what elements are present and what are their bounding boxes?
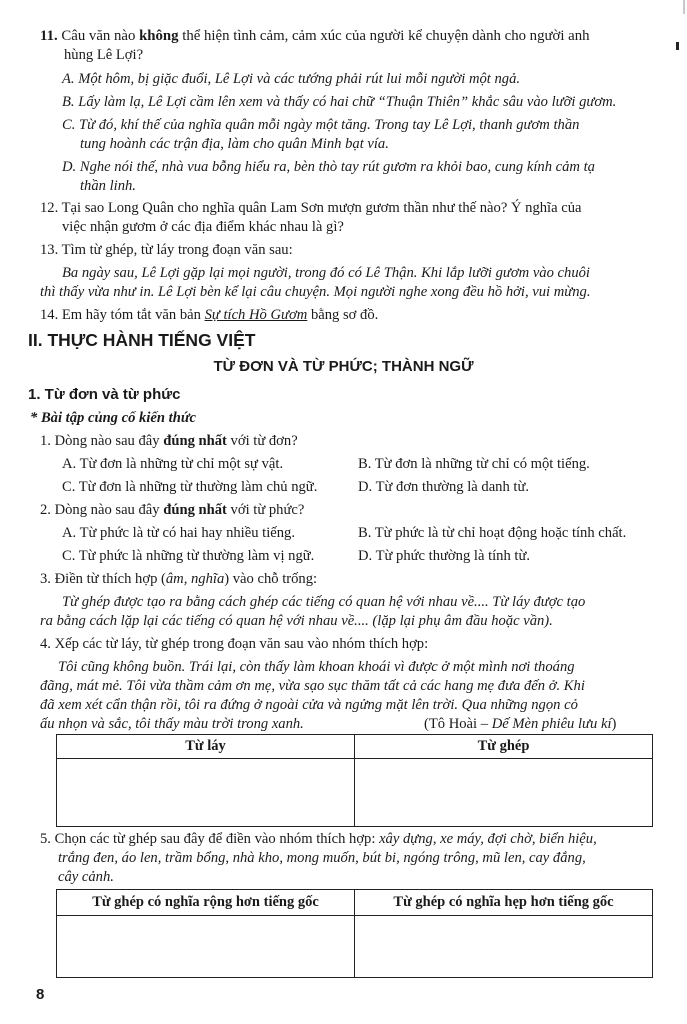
q11-option-c-cont: tung hoành các trận địa, làm cho quân Minh bạt vía. <box>80 136 389 152</box>
e2-option-a: A. Từ phức là từ có hai hay nhiều tiếng. <box>62 525 295 541</box>
e1-question: 1. Dòng nào sau đây đúng nhất với từ đơn? <box>40 433 298 449</box>
e4-source: (Tô Hoài – Dế Mèn phiêu lưu kí) <box>424 716 617 732</box>
q11-question-cont: hùng Lê Lợi? <box>64 47 144 63</box>
q13-passage-cont: thì thấy vừa như in. Lê Lợi bèn kể lại câu chuyện. Mọi người nghe xong đều hồ hởi, vui mừng. <box>40 284 591 300</box>
e1-option-c: C. Từ đơn là những từ thường làm chủ ngữ. <box>62 479 318 495</box>
q11-option-b: B. Lấy làm lạ, Lê Lợi cầm lên xem và thấy có hai chữ “Thuận Thiên” khắc sâu vào lưỡi gươm. <box>62 94 617 110</box>
e1-option-b: B. Từ đơn là những từ chỉ có một tiếng. <box>358 456 590 472</box>
e5-table <box>56 889 653 978</box>
heading-tu-don-tu-phuc: 1. Từ đơn và từ phức <box>28 386 181 403</box>
q13-passage: Ba ngày sau, Lê Lợi gặp lại mọi người, trong đó có Lê Thận. Khi lắp lưỡi gươm vào chuôi <box>62 265 590 281</box>
e4-passage-2: đãng, mát mẻ. Tôi vừa thầm cảm ơn mẹ, vừa sạo sục thăm tất cả các hang mẹ đưa đến ở. Khi <box>40 678 585 694</box>
e4-table-header-tu-lay: Từ láy <box>57 735 355 759</box>
e2-question: 2. Dòng nào sau đây đúng nhất với từ phức? <box>40 502 305 518</box>
e4-table-header-tu-ghep: Từ ghép <box>355 735 653 759</box>
q11-option-d: D. Nghe nói thế, nhà vua bỗng hiểu ra, bèn thò tay rút gươm ra khỏi bao, cung kính cảm tạ <box>62 159 595 175</box>
e3-question: 3. Điền từ thích hợp (âm, nghĩa) vào chỗ trống: <box>40 571 318 587</box>
q11-question: 11. Câu văn nào không thể hiện tình cảm, cảm xúc của người kể chuyện dành cho người anh <box>40 28 590 44</box>
page-number: 8 <box>36 986 45 1003</box>
q11-option-c: C. Từ đó, khí thế của nghĩa quân mỗi ngày một tăng. Trong tay Lê Lợi, thanh gươm thần <box>62 117 580 133</box>
q13-question: 13. Tìm từ ghép, từ láy trong đoạn văn sau: <box>40 242 293 258</box>
e4-question: 4. Xếp các từ láy, từ ghép trong đoạn văn sau vào nhóm thích hợp: <box>40 636 429 652</box>
e4-table-cell-tu-lay[interactable] <box>57 759 355 827</box>
section-title: II. THỰC HÀNH TIẾNG VIỆT <box>28 330 256 350</box>
e2-option-c: C. Từ phức là những từ thường làm vị ngữ. <box>62 548 315 564</box>
e3-passage: Từ ghép được tạo ra bằng cách ghép các tiếng có quan hệ với nhau về.... Từ láy được tạo <box>62 594 586 610</box>
e4-table-cell-tu-ghep[interactable] <box>355 759 653 827</box>
q12-question-cont: việc nhận gươm ở các địa điểm khác nhau là gì? <box>62 219 344 235</box>
e2-option-b: B. Từ phức là từ chỉ hoạt động hoặc tính chất. <box>358 525 627 541</box>
e4-passage-1: Tôi cũng không buồn. Trái lại, còn thấy làm khoan khoái vì được ở một mình nơi thoáng <box>58 659 575 675</box>
q11-option-d-cont: thần linh. <box>80 178 136 194</box>
e1-option-a: A. Từ đơn là những từ chỉ một sự vật. <box>62 456 284 472</box>
e5-list-cont: trắng đen, áo len, trầm bổng, nhà kho, mong muốn, bút bi, ngóng trông, mũ len, cay đắng, <box>58 850 586 866</box>
e1-option-d: D. Từ đơn thường là danh từ. <box>358 479 530 495</box>
q12-question: 12. Tại sao Long Quân cho nghĩa quân Lam Sơn mượn gươm thần như thế nào? Ý nghĩa của <box>40 200 582 216</box>
e5-table-header-rong: Từ ghép có nghĩa rộng hơn tiếng gốc <box>57 890 355 916</box>
exercise-label: * Bài tập củng cố kiến thức <box>30 410 197 426</box>
e5-table-cell-rong[interactable] <box>57 916 355 978</box>
e5-question: 5. Chọn các từ ghép sau đây để điền vào nhóm thích hợp: xây dựng, xe máy, đợi chờ, biển hiệu, <box>40 831 597 847</box>
margin-mark <box>676 42 679 50</box>
e2-option-d: D. Từ phức thường là tính từ. <box>358 548 531 564</box>
e5-table-header-hep: Từ ghép có nghĩa hẹp hơn tiếng gốc <box>355 890 653 916</box>
q14-question: 14. Em hãy tóm tắt văn bản Sự tích Hồ Gươm bằng sơ đồ. <box>40 307 379 323</box>
e4-table <box>56 734 653 827</box>
e5-list-end: cây cảnh. <box>58 869 114 885</box>
e5-table-cell-hep[interactable] <box>355 916 653 978</box>
e4-passage-4: ấu nhọn và sắc, tôi thấy màu trời trong xanh. <box>40 716 304 732</box>
page-edge <box>683 0 685 14</box>
e4-passage-3: đã xem xét cẩn thận rồi, tôi ra đứng ở ngoài cửa và ngửng mặt lên trời. Qua những ngọn cỏ <box>40 697 578 713</box>
section-subtitle: TỪ ĐƠN VÀ TỪ PHỨC; THÀNH NGỮ <box>213 358 474 375</box>
q11-option-a: A. Một hôm, bị giặc đuổi, Lê Lợi và các tướng phải rút lui mỗi người một ngả. <box>62 71 521 87</box>
e3-passage-cont: ra bằng cách lặp lại các tiếng có quan hệ với nhau về.... (lặp lại phụ âm đầu hoặc vần). <box>40 613 553 629</box>
